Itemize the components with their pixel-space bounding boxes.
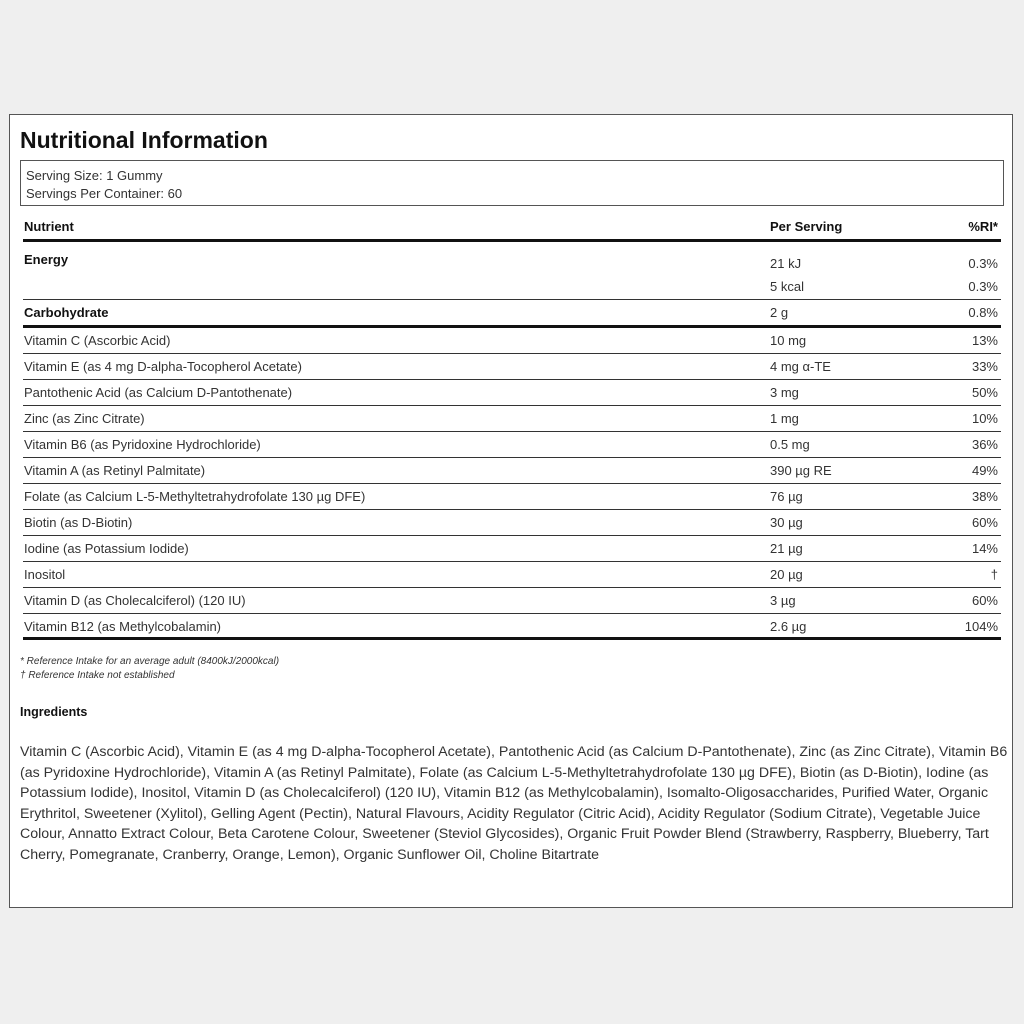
- table-row: [23, 432, 1001, 458]
- nutrient-amount: 20 µg: [770, 567, 803, 582]
- nutrient-amount: 3 µg: [770, 593, 796, 608]
- nutrient-amount: 3 mg: [770, 385, 799, 400]
- table-row: [23, 614, 1001, 640]
- footnote-not-established: † Reference Intake not established: [20, 670, 175, 681]
- nutrient-amount: 4 mg α-TE: [770, 359, 831, 374]
- carbohydrate-amount: 2 g: [770, 305, 789, 320]
- table-row: [23, 510, 1001, 536]
- nutrient-amount: 21 µg: [770, 541, 803, 556]
- nutrient-name: Vitamin B12 (as Methylcobalamin): [24, 619, 222, 634]
- ingredients-heading: Ingredients: [20, 705, 88, 719]
- nutrient-name: Vitamin D (as Cholecalciferol) (120 IU): [24, 593, 246, 608]
- energy-kj-ri: 0.3%: [968, 256, 998, 271]
- servings-per-container: Servings Per Container: 60: [26, 186, 183, 201]
- nutrient-amount: 76 µg: [770, 489, 803, 504]
- header-nutrient: Nutrient: [24, 219, 74, 234]
- carbohydrate-row: [23, 300, 1001, 328]
- nutrient-name: Folate (as Calcium L-5-Methyltetrahydrofolate 130 µg DFE): [24, 489, 366, 504]
- nutrient-name: Vitamin B6 (as Pyridoxine Hydrochloride): [24, 437, 261, 452]
- energy-kcal-ri: 0.3%: [968, 279, 998, 294]
- nutrient-amount: 10 mg: [770, 333, 807, 348]
- carbohydrate-ri: 0.8%: [968, 305, 998, 320]
- table-header: [23, 215, 1001, 242]
- table-row: [23, 458, 1001, 484]
- nutrition-panel: [9, 114, 1013, 908]
- table-row: [23, 562, 1001, 588]
- nutrient-name: Biotin (as D-Biotin): [24, 515, 133, 530]
- nutrient-amount: 0.5 mg: [770, 437, 810, 452]
- footnote-ri: * Reference Intake for an average adult (8400kJ/2000kcal): [20, 656, 280, 667]
- table-row: [23, 484, 1001, 510]
- nutrient-ri: 14%: [971, 541, 998, 556]
- nutrient-ri: 36%: [971, 437, 998, 452]
- energy-label: Energy: [24, 252, 69, 267]
- nutrient-ri: 104%: [964, 619, 998, 634]
- nutrient-name: Vitamin E (as 4 mg D-alpha-Tocopherol Acetate): [24, 359, 302, 374]
- table-row: [23, 536, 1001, 562]
- energy-kcal: 5 kcal: [770, 279, 804, 294]
- table-row: [23, 406, 1001, 432]
- page-title: Nutritional Information: [20, 127, 268, 153]
- nutrient-amount: 390 µg RE: [770, 463, 832, 478]
- nutrient-amount: 2.6 µg: [770, 619, 807, 634]
- nutrient-ri: 50%: [971, 385, 998, 400]
- nutrient-amount: 30 µg: [770, 515, 803, 530]
- footnotes: [20, 655, 279, 683]
- header-per-serving: Per Serving: [770, 219, 843, 234]
- energy-row: [23, 242, 1001, 274]
- table-row: [23, 328, 1001, 354]
- nutrient-name: Zinc (as Zinc Citrate): [24, 411, 145, 426]
- nutrient-name: Iodine (as Potassium Iodide): [24, 541, 189, 556]
- header-ri: %RI*: [968, 219, 998, 234]
- nutrition-table: [23, 215, 1001, 640]
- nutrient-ri: 60%: [971, 515, 998, 530]
- ingredients-text: Vitamin C (Ascorbic Acid), Vitamin E (as 4 mg D-alpha-Tocopherol Acetate), Pantothenic Acid (as Calcium D-Pantothenate), Zinc (as Zinc Citrate), Vitamin B6 (as Pyridoxine Hydrochloride), Vitamin A (as Retinyl Palmitate), Folate (as Calcium L-5-Methyltetrahydrofolate 130 µg DFE), Biotin (as D-Biotin), Iodine (as Potassium Iodide), Inositol, Vitamin D (as Cholecalciferol) (120 IU), Vitamin B12 (as Methylcobalamin), Isomalto-Oligosaccharides, Purified Water, Organic Erythritol, Sweetener (Xylitol), Gelling Agent (Pectin), Natural Flavours, Acidity Regulator (Citric Acid), Acidity Regulator (Sodium Citrate), Vegetable Juice Colour, Annatto Extract Colour, Beta Carotene Colour, Sweetener (Steviol Glycosides), Organic Fruit Powder Blend (Strawberry, Raspberry, Blueberry, Tart Cherry, Pomegranate, Cranberry, Orange, Lemon), Organic Sunflower Oil, Choline Bitartrate: [20, 744, 1008, 863]
- energy-kj: 21 kJ: [770, 256, 802, 271]
- nutrient-rows: [23, 328, 1001, 640]
- nutrient-ri: 49%: [971, 463, 998, 478]
- nutrient-name: Vitamin C (Ascorbic Acid): [24, 333, 171, 348]
- nutrient-ri: 60%: [971, 593, 998, 608]
- nutrient-name: Pantothenic Acid (as Calcium D-Pantothenate): [24, 385, 293, 400]
- nutrient-ri: 13%: [971, 333, 998, 348]
- table-row: [23, 588, 1001, 614]
- nutrient-ri: 38%: [971, 489, 998, 504]
- nutrient-name: Vitamin A (as Retinyl Palmitate): [24, 463, 206, 478]
- serving-size: Serving Size: 1 Gummy: [26, 168, 163, 183]
- nutrient-amount: 1 mg: [770, 411, 799, 426]
- nutrient-name: Inositol: [24, 567, 66, 582]
- table-row: [23, 380, 1001, 406]
- carbohydrate-label: Carbohydrate: [24, 305, 109, 320]
- nutrient-ri: †: [990, 567, 998, 582]
- nutrient-ri: 10%: [971, 411, 998, 426]
- serving-info-box: [20, 160, 1004, 206]
- energy-kcal-row: [23, 274, 1001, 300]
- table-row: [23, 354, 1001, 380]
- nutrient-ri: 33%: [971, 359, 998, 374]
